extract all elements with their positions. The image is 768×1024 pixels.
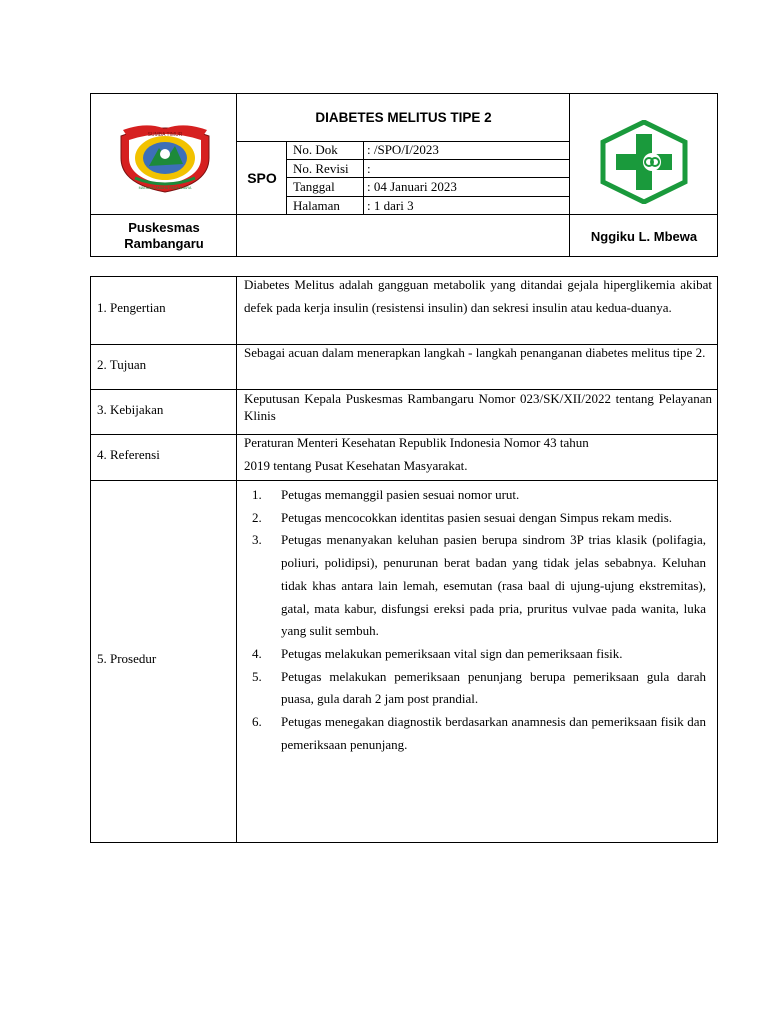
meta-value: :: [367, 160, 371, 176]
puskesmas-logo: [599, 120, 689, 204]
logo-text-top: SUMBA TIMUR: [147, 132, 183, 138]
head-name: Nggiku L. Mbewa: [590, 228, 698, 244]
document-header: [90, 93, 718, 257]
row-label-prosedur: 5. Prosedur: [97, 651, 157, 666]
row-label-referensi: 4. Referensi: [97, 447, 160, 462]
meta-value: : 04 Januari 2023: [367, 179, 457, 194]
meta-label: Halaman: [293, 197, 340, 213]
meta-label: Tanggal: [293, 179, 335, 194]
procedure-step: 5. Petugas melakukan pemeriksaan penunjang berupa pemeriksaan gula darah puasa, gula darah 2 jam post prandial.: [252, 668, 706, 707]
meta-row-doc-number: [287, 141, 570, 160]
meta-row-page: [287, 197, 570, 216]
org-line-2: Rambangaru: [124, 236, 204, 251]
meta-row-date: [287, 178, 570, 197]
procedure-step: 6. Petugas menegakan diagnostik berdasarkan anamnesis dan pemeriksaan fisik dan pemeriksaan penunjang.: [252, 714, 706, 752]
referensi-line-1: Peraturan Menteri Kesehatan Republik Indonesia Nomor 43 tahun: [244, 435, 589, 450]
row-text-tujuan: Sebagai acuan dalam menerapkan langkah - langkah penanganan diabetes melitus tipe 2.: [244, 345, 706, 360]
row-label-kebijakan: 3. Kebijakan: [97, 402, 164, 417]
meta-value: : 1 dari 3: [367, 197, 414, 213]
spo-label: SPO: [247, 170, 277, 186]
procedure-step: 1. Petugas memanggil pasien sesuai nomor urut.: [252, 487, 520, 502]
row-label-pengertian: 1. Pengertian: [97, 300, 166, 315]
logo-text-bottom: MATAWAI AMAHU PADA NJARA: [138, 186, 192, 190]
row-text-kebijakan: Keputusan Kepala Puskesmas Rambangaru Nomor 023/SK/XII/2022 tentang Pelayanan Klinis: [244, 391, 712, 423]
referensi-line-2: 2019 tentang Pusat Kesehatan Masyarakat.: [244, 457, 468, 473]
meta-value: : /SPO/I/2023: [367, 142, 439, 157]
column-divider: [236, 277, 237, 842]
procedure-step: 2. Petugas mencocokkan identitas pasien sesuai dengan Simpus rekam medis.: [252, 509, 672, 525]
row-text-referensi: [244, 432, 712, 477]
meta-label: No. Dok: [293, 142, 338, 157]
organization-name: [91, 215, 237, 257]
procedure-step: 4. Petugas melakukan pemeriksaan vital sign dan pemeriksaan fisik.: [252, 645, 623, 661]
procedure-step: 3. Petugas menanyakan keluhan pasien berupa sindrom 3P trias klasik (polifagia, poliuri, polidipsi), penurunan berat badan yang tidak jelas sebabnya. Keluhan tidak khas antara lain lemah, esemutan (rasa baal di ujung-ujung ekstremitas), gatal, mata kabur, disfungsi ereksi pada pria, pruritus vulvae pada wanita, luka yang sulit sembuh.: [252, 532, 706, 639]
row-label-tujuan: 2. Tujuan: [97, 357, 147, 372]
row-text-pengertian: Diabetes Melitus adalah gangguan metabolik yang ditandai gejala hiperglikemia akibat defek pada kerja insulin (resistensi insulin) dan sekresi insulin atau kedua-duanya.: [244, 277, 712, 315]
procedure-list: [244, 484, 706, 756]
content-table: [90, 276, 718, 843]
meta-row-revision: [287, 160, 570, 179]
row-divider: [91, 480, 717, 481]
regency-logo: [115, 118, 215, 194]
meta-label: No. Revisi: [293, 160, 349, 176]
org-line-1: Puskesmas: [128, 220, 200, 235]
document-title: DIABETES MELITUS TIPE 2: [315, 110, 492, 125]
